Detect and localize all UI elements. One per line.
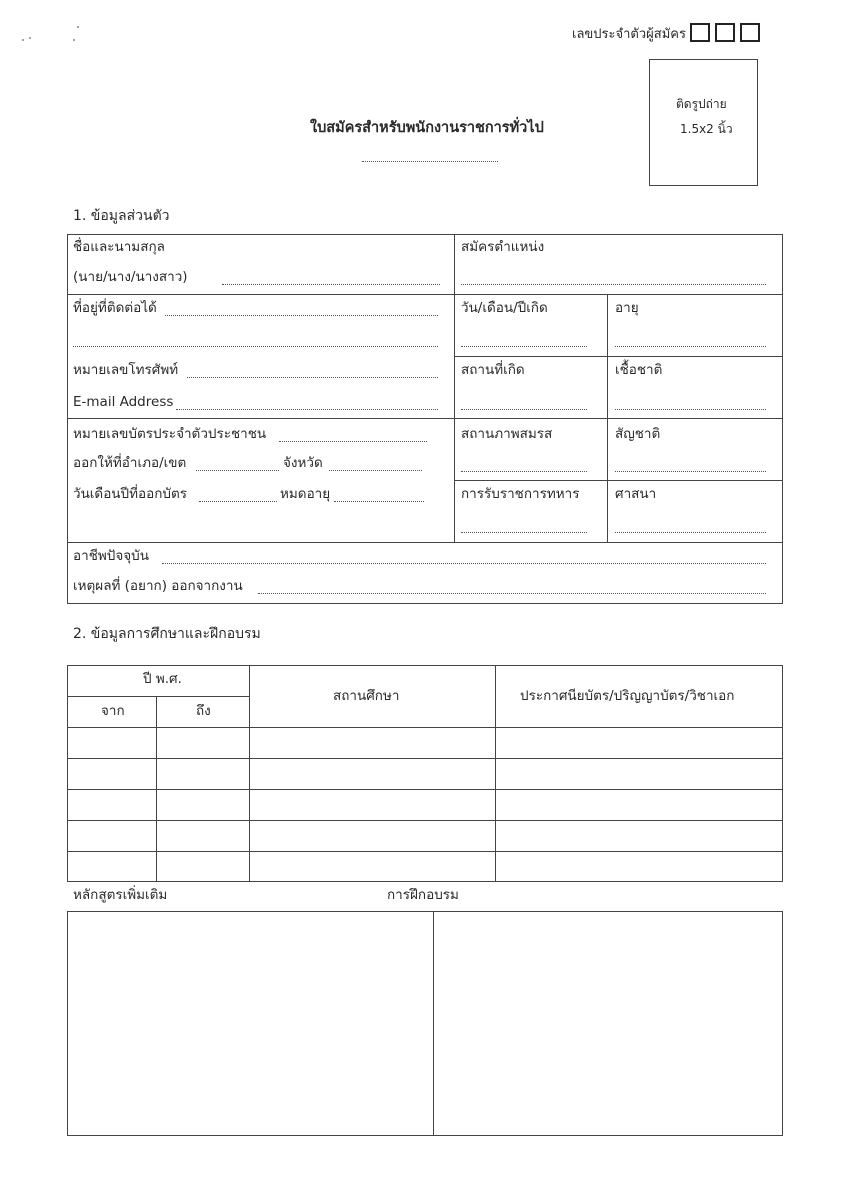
scan-speck [77, 26, 79, 28]
name-field[interactable] [222, 284, 440, 285]
occupation-label: อาชีพปัจจุบัน [73, 548, 149, 564]
race-field[interactable] [615, 409, 766, 410]
extra-course-area[interactable] [67, 911, 434, 1136]
reason-label: เหตุผลที่ (อยาก) ออกจากงาน [73, 578, 243, 594]
section1-heading: 1. ข้อมูลส่วนตัว [73, 208, 170, 224]
email-field[interactable] [176, 409, 438, 410]
religion-field[interactable] [615, 532, 766, 533]
section2-heading: 2. ข้อมูลการศึกษาและฝึกอบรม [73, 626, 261, 642]
issued-district-field[interactable] [196, 470, 279, 471]
divider [67, 418, 783, 419]
divider [454, 356, 783, 357]
issued-district-label: ออกให้ที่อำเภอ/เขต [73, 455, 187, 471]
education-row[interactable] [68, 790, 782, 820]
divider [454, 234, 455, 542]
occupation-field[interactable] [162, 563, 766, 564]
scan-speck [29, 37, 31, 39]
applicant-no-box-3[interactable] [740, 23, 760, 42]
age-field[interactable] [615, 346, 766, 347]
issue-date-label: วันเดือนปีที่ออกบัตร [73, 486, 187, 502]
applicant-no-box-2[interactable] [715, 23, 735, 42]
military-field[interactable] [461, 532, 587, 533]
dob-label: วัน/เดือน/ปีเกิด [461, 300, 548, 316]
address-field-2[interactable] [73, 346, 438, 347]
training-area[interactable] [433, 911, 783, 1136]
marital-field[interactable] [461, 471, 587, 472]
issue-date-field[interactable] [199, 501, 277, 502]
photo-box-label: ติดรูปถ่าย [676, 97, 727, 111]
position-label: สมัครตำแหน่ง [461, 239, 545, 255]
religion-label: ศาสนา [615, 486, 657, 502]
applicant-no-box-1[interactable] [690, 23, 710, 42]
phone-label: หมายเลขโทรศัพท์ [73, 362, 179, 378]
title-blank[interactable] [362, 161, 498, 162]
expire-label: หมดอายุ [280, 486, 331, 502]
education-row[interactable] [68, 821, 782, 851]
education-row[interactable] [68, 759, 782, 789]
training-label: การฝึกอบรม [387, 887, 459, 903]
idcard-label: หมายเลขบัตรประจำตัวประชาชน [73, 426, 267, 442]
nationality-field[interactable] [615, 471, 766, 472]
education-row[interactable] [68, 728, 782, 758]
province-field[interactable] [329, 470, 422, 471]
email-label: E-mail Address [73, 394, 174, 410]
province-label: จังหวัด [283, 455, 323, 471]
scan-speck [73, 39, 75, 41]
idcard-field[interactable] [279, 441, 427, 442]
name-prefix: (นาย/นาง/นางสาว) [73, 269, 188, 285]
dob-field[interactable] [461, 346, 587, 347]
reason-field[interactable] [258, 593, 766, 594]
position-field[interactable] [461, 284, 766, 285]
phone-field[interactable] [187, 377, 438, 378]
marital-label: สถานภาพสมรส [461, 426, 553, 442]
scan-speck [22, 39, 24, 41]
divider [454, 480, 783, 481]
photo-box-size: 1.5x2 นิ้ว [680, 122, 733, 136]
divider [67, 696, 249, 697]
applicant-no-label: เลขประจำตัวผู้สมัคร [572, 27, 686, 42]
degree-header: ประกาศนียบัตร/ปริญญาบัตร/วิชาเอก [520, 688, 735, 704]
education-row[interactable] [68, 852, 782, 881]
name-label: ชื่อและนามสกุล [73, 239, 165, 255]
personal-info-table [67, 234, 783, 604]
expire-field[interactable] [334, 501, 424, 502]
age-label: อายุ [615, 300, 639, 316]
divider [607, 294, 608, 542]
extra-course-label: หลักสูตรเพิ่มเติม [73, 887, 168, 903]
military-label: การรับราชการทหาร [461, 486, 580, 502]
institution-header: สถานศึกษา [333, 688, 400, 704]
from-header: จาก [101, 703, 125, 719]
address-label: ที่อยู่ที่ติดต่อได้ [73, 300, 157, 316]
birthplace-field[interactable] [461, 409, 587, 410]
divider [67, 542, 783, 543]
birthplace-label: สถานที่เกิด [461, 362, 525, 378]
year-header: ปี พ.ศ. [143, 671, 182, 687]
race-label: เชื้อชาติ [615, 362, 663, 378]
divider [67, 294, 783, 295]
to-header: ถึง [196, 703, 211, 719]
form-title: ใบสมัครสำหรับพนักงานราชการทั่วไป [310, 120, 544, 136]
nationality-label: สัญชาติ [615, 426, 661, 442]
address-field-1[interactable] [165, 315, 438, 316]
